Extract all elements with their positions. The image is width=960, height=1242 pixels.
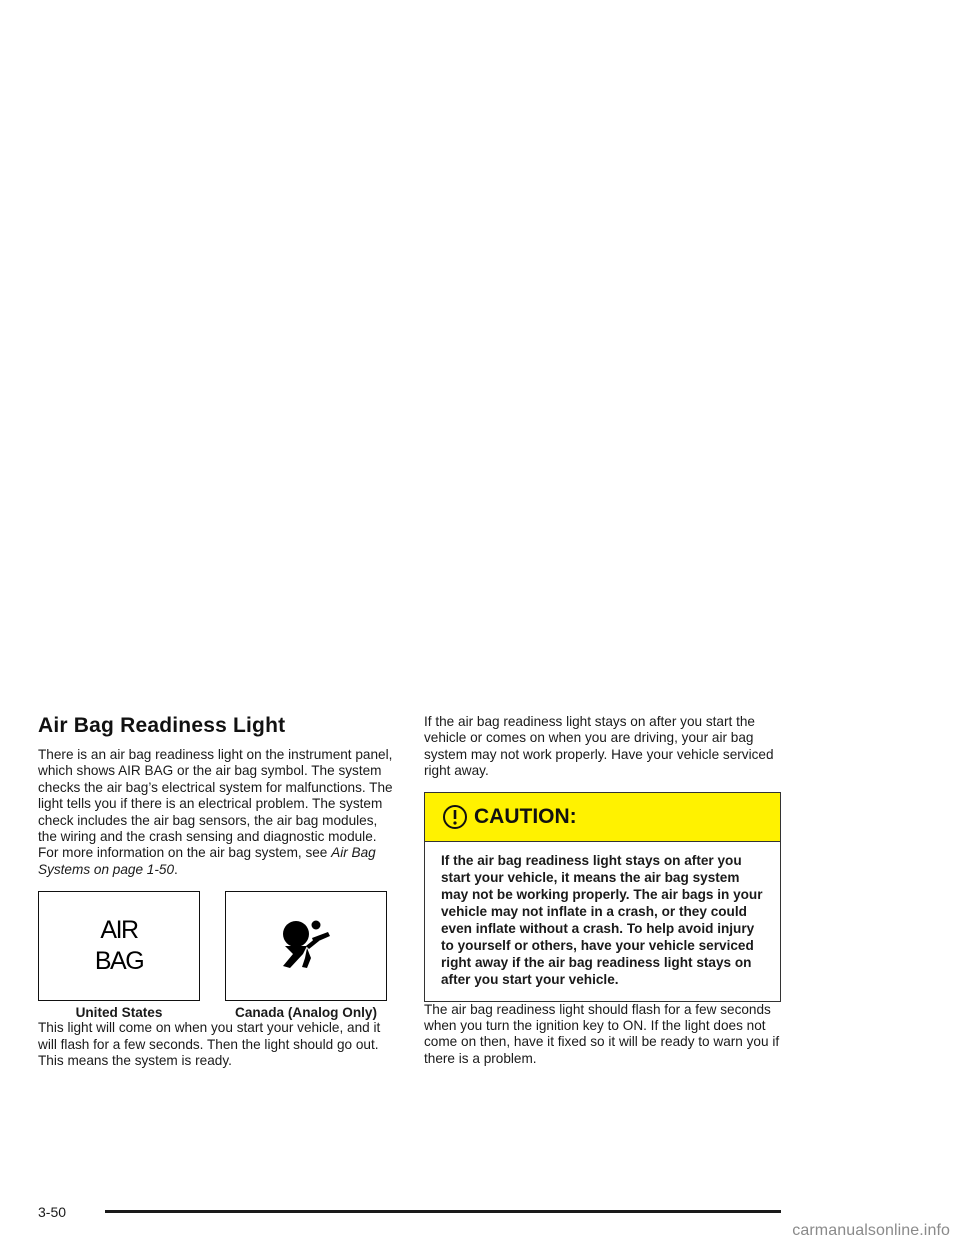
- figure-caption: United States: [75, 1005, 163, 1021]
- intro-text: There is an air bag readiness light on the instrument panel, which shows AIR BAG or the air bag symbol. The system checks the air bag’s electrical system for malfunctions. The light tells you if there is an electrical problem. The system check includes the air bag sensors, the air bag modules, the wiring and the crash sensing and diagnostic module. For more information on the air bag system, see: [38, 747, 393, 861]
- after-figures-paragraph: This light will come on when you start your vehicle, and it will flash for a few seconds. Then the light should go out. This means the system is ready.: [38, 1020, 381, 1069]
- section-title: Air Bag Readiness Light: [38, 714, 286, 737]
- indicator-figures: [38, 891, 398, 1020]
- cross-reference-link: Air Bag Systems on page 1-50: [38, 845, 376, 877]
- figure-caption: Canada (Analog Only): [235, 1005, 377, 1021]
- caution-box: [424, 792, 781, 1002]
- air-bag-symbol-light: [225, 891, 387, 1001]
- figure-canada: [225, 891, 387, 1020]
- page-number: 3-50: [38, 1204, 67, 1220]
- right-column: [424, 714, 782, 1067]
- left-column: [38, 714, 398, 1069]
- caution-symbol-icon: [442, 804, 468, 830]
- intro-paragraph: [38, 747, 398, 878]
- site-watermark: carmanualsonline.info: [792, 1222, 950, 1239]
- footer-rule: [105, 1210, 781, 1213]
- caution-title: CAUTION:: [474, 804, 577, 828]
- air-bag-text-icon: AIR BAG: [94, 916, 144, 976]
- figure-united-states: [38, 891, 200, 1020]
- intro-end: .: [174, 861, 178, 877]
- air-bag-text-light: [38, 891, 200, 1001]
- airbag-occupant-icon: [276, 918, 336, 974]
- after-caution-paragraph: The air bag readiness light should flash for a few seconds when you turn the ignition key to ON. If the light does not come on then, have it fixed so it will be ready to warn you if there is a problem.: [424, 1001, 780, 1066]
- caution-text: If the air bag readiness light stays on after you start your vehicle, it means the air bag system may not be working properly. The air bags in your vehicle may not inflate in a crash, or they could even inflate without a crash. To help avoid injury to yourself or others, have your vehicle serviced right away if the air bag readiness light stays on after you start your vehicle.: [441, 852, 763, 987]
- caution-header: [425, 793, 780, 842]
- right-intro-paragraph: If the air bag readiness light stays on after you start the vehicle or comes on when you are driving, your air bag system may not work properly. Have your vehicle serviced right away.: [424, 714, 774, 779]
